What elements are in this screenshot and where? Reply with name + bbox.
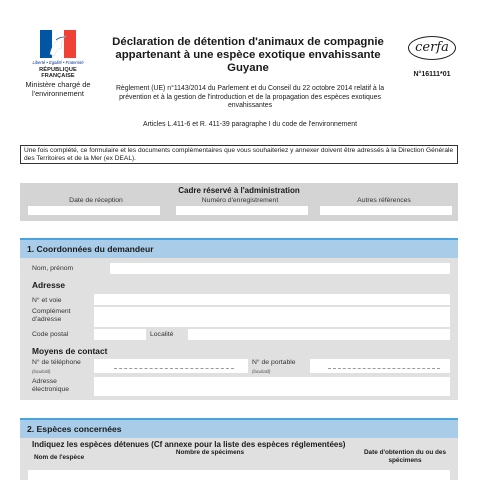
admin-col-numero: Numéro d'enregistrement (201, 197, 279, 204)
portable-label: N° de portable (252, 359, 296, 366)
col-date-obtention: Date d'obtention du ou des spécimens (363, 449, 447, 464)
contact-heading: Moyens de contact (32, 346, 108, 356)
nom-prenom-label: Nom, prénom (32, 265, 74, 272)
republique-francaise-logo (22, 30, 94, 80)
admin-title: Cadre réservé à l'administration (178, 186, 300, 195)
telephone-facultatif: (facultatif) (32, 369, 51, 374)
admin-col-date: Date de réception (69, 197, 123, 204)
code-postal-field[interactable] (94, 329, 146, 340)
complement-label: Complément d'adresse (32, 308, 71, 323)
notice-box: Une fois complété, ce formulaire et les documents complémentaires que vous souhaiteriez y annexer doivent être adressés à la Direction Générale des Territoires et de la Mer (ex DEAL). (20, 145, 458, 164)
admin-numero-field[interactable] (176, 206, 308, 215)
species-instruction: Indiquez les espèces détenues (Cf annexe pour la liste des espèces réglementées) (32, 440, 346, 449)
section-2-panel (20, 438, 458, 480)
form-title: Déclaration de détention d'animaux de compagnie appartenant à une espèce exotique envahissante Guyane (112, 36, 384, 74)
section-1-header: 1. Coordonnées du demandeur (20, 238, 458, 258)
admin-date-field[interactable] (28, 206, 160, 215)
admin-autres-field[interactable] (320, 206, 452, 215)
col-nom-espece: Nom de l'espèce (34, 454, 85, 461)
republique-francaise-text: RÉPUBLIQUE FRANÇAISE (39, 67, 77, 79)
voie-label: N° et voie (32, 297, 62, 304)
devise-text: Liberté • Égalité • Fraternité (32, 60, 84, 65)
cerfa-number: N°16111*01 (413, 71, 451, 78)
localite-field[interactable] (188, 329, 450, 340)
section-2-header: 2. Espèces concernées (20, 418, 458, 438)
ministere-label: Ministère chargé de l'environnement (25, 80, 91, 98)
email-field[interactable] (94, 377, 450, 396)
reglement-text: Règlement (UE) n°1143/2014 du Parlement et du Conseil du 22 octobre 2014 relatif à la prévention et à la gestion de l'introduction et de la propagation des espèces exotiques envahissantes (115, 85, 385, 110)
admin-reserved-box (20, 183, 458, 221)
articles-text: Articles L.411-6 et R. 411-39 paragraphe I du code de l'environnement (142, 121, 358, 128)
portable-dashes (328, 368, 440, 369)
portable-field[interactable] (310, 359, 450, 373)
localite-label: Localité (150, 331, 174, 338)
marianne-logo-icon (40, 30, 76, 58)
telephone-field[interactable] (94, 359, 248, 373)
col-nombre-specimens: Nombre de spécimens (175, 449, 245, 456)
admin-col-autres: Autres références (357, 197, 411, 204)
email-label: Adresse électronique (32, 378, 70, 393)
portable-facultatif: (facultatif) (252, 369, 271, 374)
voie-field[interactable] (94, 294, 450, 305)
telephone-dashes (114, 368, 234, 369)
cerfa-logo: cerfa (408, 36, 456, 60)
section-1-panel (20, 258, 458, 400)
code-postal-label: Code postal (32, 331, 69, 338)
nom-prenom-field[interactable] (110, 263, 450, 274)
species-row-field[interactable] (28, 470, 450, 480)
complement-field[interactable] (94, 307, 450, 327)
adresse-heading: Adresse (32, 280, 66, 290)
telephone-label: N° de téléphone (32, 359, 81, 366)
